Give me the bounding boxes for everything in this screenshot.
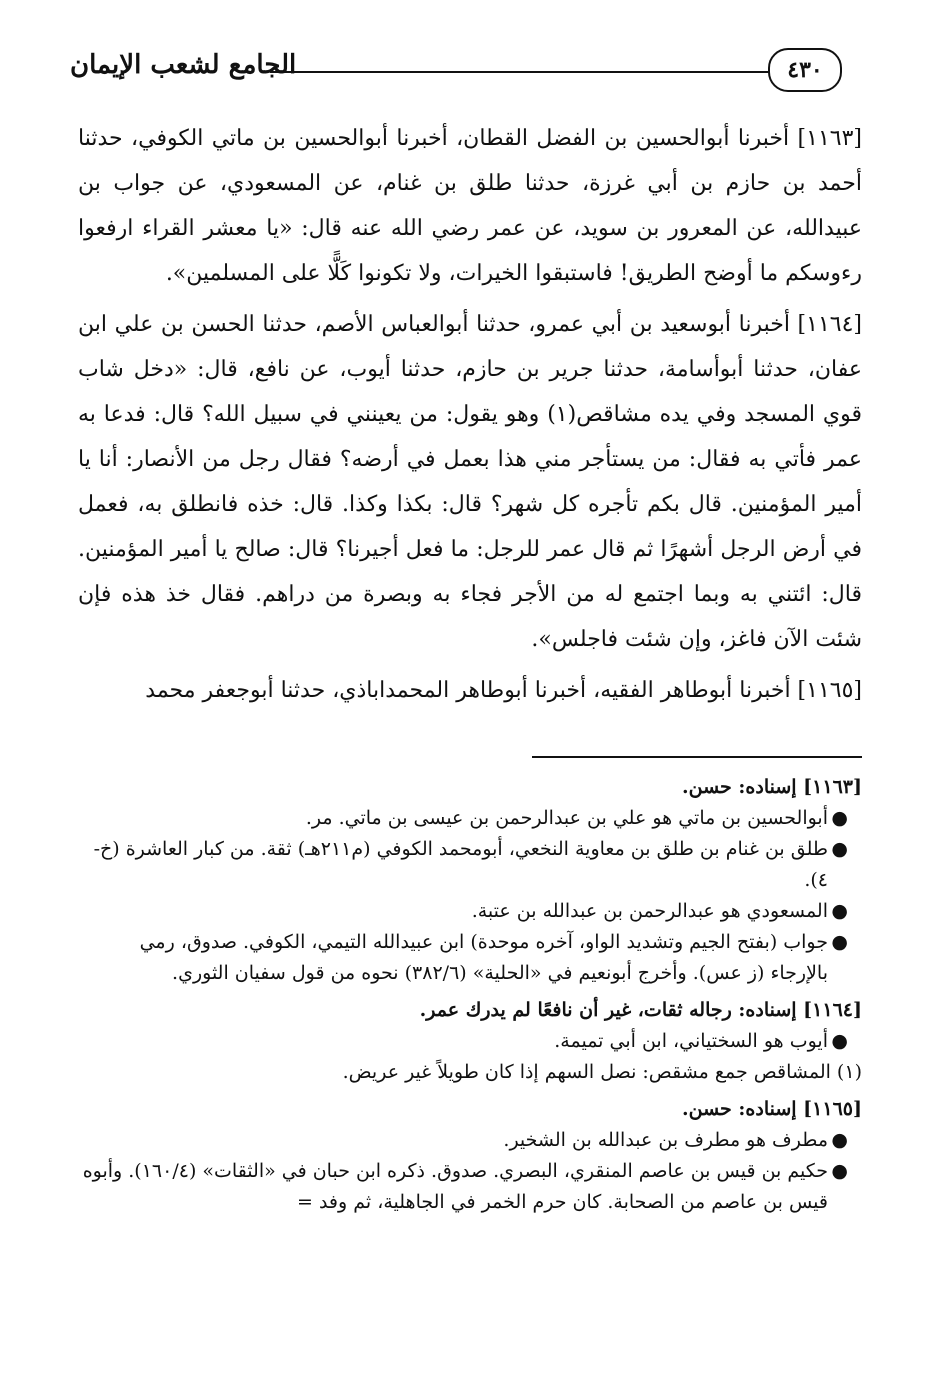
bullet-icon: ● [831,900,848,922]
header-rule [270,71,770,73]
note-item [78,896,848,927]
note-heading: [١١٦٥] إسناده: حسن. [682,1098,862,1120]
note-item [78,927,848,989]
note-item [78,834,848,896]
bullet-icon: ● [831,1030,848,1052]
note-heading: [١١٦٣] إسناده: حسن. [682,776,862,798]
note-item [78,1156,848,1218]
bullet-icon: ● [831,807,848,829]
note-group-1163 [78,772,862,989]
note-text: أبوالحسين بن ماتي هو علي بن عبدالرحمن بن عيسى بن ماتي. مر. [305,807,828,829]
note-text: أيوب هو السختياني، ابن أبي تميمة. [554,1030,828,1052]
page-header [60,40,860,100]
page-number: ٤٣٠ [768,48,842,92]
bullet-icon: ● [831,1129,848,1151]
note-group-1164 [78,995,862,1088]
hadith-1163: [١١٦٣] أخبرنا أبوالحسين بن الفضل القطان، أخبرنا أبوالحسين بن ماتي الكوفي، حدثنا أحمد بن حازم بن أبي غرزة، حدثنا طلق بن غنام، عن المسعودي، عن جواب بن عبيدالله، عن المعرور بن سويد، عن عمر رضي الله عنه قال: «يا معشر القراء ارفعوا رءوسكم ما أوضح الطريق! فاستبقوا الخيرات، ولا تكونوا كَلًّا على المسلمين». [78,126,862,286]
note-list [78,1026,862,1057]
footnote-divider [532,756,862,758]
book-title: الجامع لشعب الإيمان [70,50,297,80]
note-text: مطرف هو مطرف بن عبدالله بن الشخير. [503,1129,828,1151]
hadith-1164: [١١٦٤] أخبرنا أبوسعيد بن أبي عمرو، حدثنا أبوالعباس الأصم، حدثنا الحسن بن علي ابن عفان، حدثنا أبوأسامة، حدثنا جرير بن حازم، حدثنا أيوب، عن نافع، قال: «دخل شاب قوي المسجد وفي يده مشاقص(١) وهو يقول: من يعينني في سبيل الله؟ قال: فدعا به عمر فأتي به فقال: من يستأجر مني هذا بعمل في أرضه؟ فقال رجل من الأنصار: أنا يا أمير المؤمنين. قال بكم تأجره كل شهر؟ قال: بكذا وكذا. قال: خذه فانطلق به، فعمل في أرض الرجل أشهرًا ثم قال عمر للرجل: ما فعل أجيرنا؟ قال: صالح يا أمير المؤمنين. قال: ائتني به وبما اجتمع له من الأجر فجاء به وبصرة من دراهم. فقال خذ هذه فإن شئت الآن فاغز، وإن شئت فاجلس». [78,312,862,652]
note-item [78,1125,848,1156]
hadith-1165: [١١٦٥] أخبرنا أبوطاهر الفقيه، أخبرنا أبوطاهر المحمداباذي، حدثنا أبوجعفر محمد [145,678,862,703]
note-heading: [١١٦٤] إسناده: رجاله ثقات، غير أن نافعًا لم يدرك عمر. [419,999,862,1021]
bullet-icon: ● [831,931,848,953]
note-list [78,1125,862,1218]
note-list [78,803,862,989]
note-text: طلق بن غنام بن طلق بن معاوية النخعي، أبومحمد الكوفي (م٢١١هـ) ثقة. من كبار العاشرة (خ- ٤). [93,838,828,891]
footnote-1: (١) المشاقص جمع مشقص: نصل السهم إذا كان طويلاً غير عريض. [342,1061,862,1083]
note-text: جواب (بفتح الجيم وتشديد الواو، آخره موحدة) ابن عبيدالله التيمي، الكوفي. صدوق، رمي بالإرجاء (ز عس). وأخرج أبونعيم في «الحلية» (٣٨٢/٦) نحوه من قول سفيان الثوري. [139,931,828,984]
bullet-icon: ● [831,838,848,860]
note-item [78,1026,848,1057]
main-text [78,116,862,719]
bullet-icon: ● [831,1160,848,1182]
note-text: المسعودي هو عبدالرحمن بن عبدالله بن عتبة. [471,900,828,922]
note-group-1165 [78,1094,862,1218]
note-text: حكيم بن قيس بن عاصم المنقري، البصري. صدوق. ذكره ابن حبان في «الثقات» (١٦٠/٤). وأبوه قيس بن عاصم من الصحابة. كان حرم الخمر في الجاهلية، ثم وفد = [82,1160,828,1213]
note-item [78,803,848,834]
footnotes-section [78,772,862,1224]
